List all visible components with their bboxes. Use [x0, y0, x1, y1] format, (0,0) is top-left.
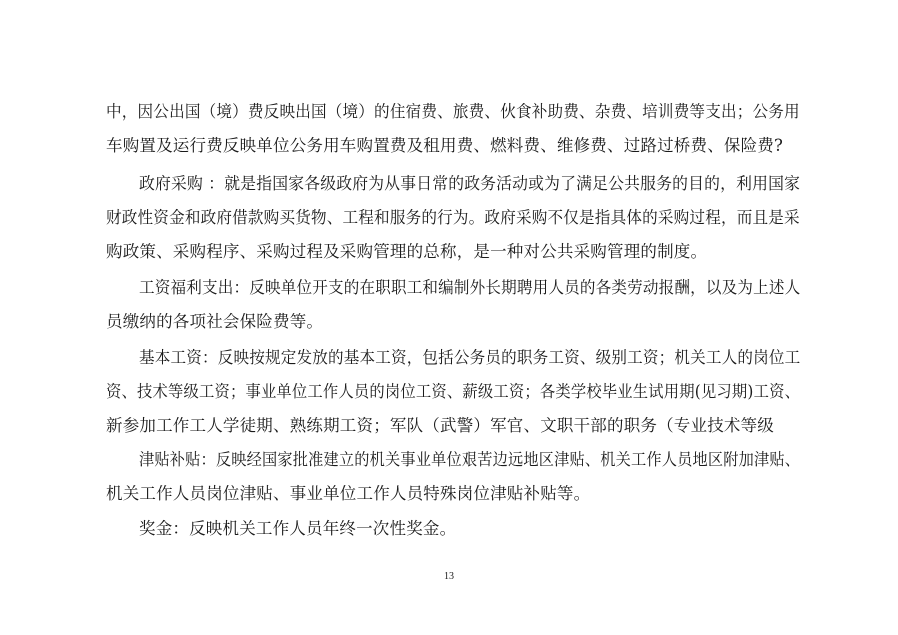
paragraph-government-procurement: 政府采购 ：就是指国家各级政府为从事日常的政务活动或为了满足公共服务的目的，利用国家	[139, 174, 801, 193]
paragraph-allowance: 津贴补贴：反映经国家批准建立的机关事业单位艰苦边远地区津贴、机关工作人员地区附加津贴、	[139, 450, 801, 469]
page-number: 13	[444, 571, 454, 582]
text-line-4: 财政性资金和政府借款购买货物、工程和服务的行为。政府采购不仅是指具体的采购过程，而且是采	[106, 208, 800, 227]
text-line-9: 资、技术等级工资；事业单位工作人员的岗位工资、薪级工资；各类学校毕业生试用期(见习期)工资、	[106, 382, 801, 401]
text-line-2: 车购置及运行费反映单位公务用车购置费及租用费、燃料费、维修费、过路过桥费、保险费?	[106, 136, 784, 155]
paragraph-basic-wage: 基本工资：反映按规定发放的基本工资，包括公务员的职务工资、级别工资；机关工人的岗位工	[139, 348, 801, 367]
text-line-1: 中，因公出国（境）费反映出国（境）的住宿费、旅费、伙食补助费、杂费、培训费等支出；公务用	[106, 102, 800, 121]
text-line-12: 机关工作人员岗位津贴、事业单位工作人员特殊岗位津贴补贴等。	[106, 484, 591, 503]
paragraph-wage-welfare: 工资福利支出：反映单位开支的在职职工和编制外长期聘用人员的各类劳动报酬，以及为上述人	[139, 278, 801, 297]
paragraph-bonus: 奖金：反映机关工作人员年终一次性奖金。	[139, 519, 457, 538]
text-line-7: 员缴纳的各项社会保险费等。	[106, 312, 324, 331]
text-line-10: 新参加工作工人学徒期、熟练期工资；军队（武警）军官、文职干部的职务（专业技术等级	[106, 416, 774, 435]
text-line-5: 购政策、采购程序、采购过程及采购管理的总称，是一种对公共采购管理的制度。	[106, 242, 708, 261]
